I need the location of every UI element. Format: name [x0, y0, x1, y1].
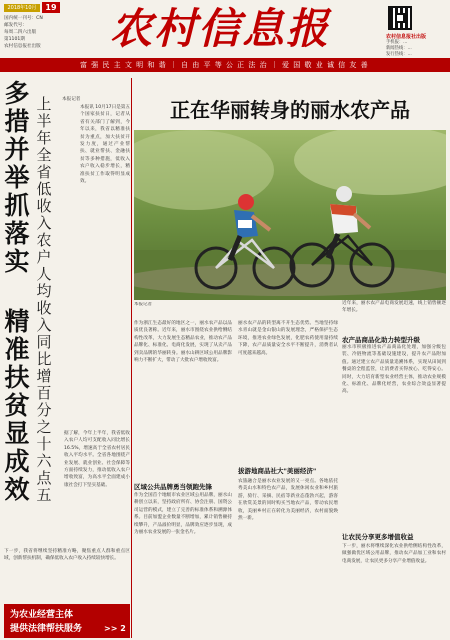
- masthead-info-line: 邮发代号：: [4, 23, 27, 28]
- cyclists-photo: [134, 130, 446, 300]
- left-body-col1: 本报讯 10月17日是第五个国家扶贫日，记者从省有关部门了解到，今年以来，我省以精准扶贫为重点，加大扶贫开发力度，通过产业帮扶、就业帮扶、金融扶贫等多种措施，低收入农户收入稳步增长，精准扶贫工作取得明显成效。: [80, 105, 130, 185]
- main-body-col3c: 下一步，丽水将继续深化农业供给侧结构性改革，做强做优区域公用品牌，推动农产品加工业和农村电商发展，让农民更多分享产业增值收益。: [342, 544, 446, 564]
- main-body-col3: 近年来，丽水农产品电商发展迅速，线上销售额逐年增长。: [342, 301, 446, 314]
- main-body-col3b: 丽水市积极推进农产品商品化处理，加强分级包装、冷链物流等基础设施建设，提升农产品附加值。通过建立农产品质量追溯体系，实现从田间到餐桌的全程监管，让消费者买得放心、吃得安心。同时，大力培育新型农业经营主体，推动农业规模化、标准化、品牌化经营，农业综合效益显著提高。: [342, 345, 446, 395]
- left-body-col2: 据了解，今年上半年，我省低收入农户人均可支配收入同比增长16.5%，增速高于全省农村居民收入平均水平。全省各地围绕产业发展、就业创业、社会保障等方面持续发力，推动低收入农户增收致富，为高水平全面建成小康社会打下坚实基础。: [64, 431, 130, 488]
- main-body-col2: 丽水农产品的转型离不开生态优势。当地坚持绿水青山就是金山银山的发展理念，严格保护生态环境，推进农业绿色发展，化肥农药使用量持续下降，农产品质量安全水平不断提升，消费者认可度越来越高。: [238, 321, 338, 356]
- app-info-line: 发行热线：…: [386, 52, 412, 57]
- main-subtitle-1: 区域公共品牌勇当领跑先锋: [134, 483, 212, 491]
- masthead-info-line: 每周二四六出版: [4, 30, 37, 35]
- main-body-col1: 作为浙江生态最好的地区之一，丽水农产品以品质优良著称。近年来，丽水市围绕农业供给侧结构性改革，大力发展生态精品农业，推动农产品品牌化、标准化、电商化发展，实现了从卖产品到卖品牌的华丽转身。丽水山耕区域公用品牌影响力不断扩大，带动了大批农户增收致富。: [134, 321, 232, 364]
- promo-line1[interactable]: 为农业经营主体: [10, 610, 74, 620]
- promo-line2[interactable]: 提供法律帮扶服务: [10, 624, 83, 634]
- left-byline: 本报记者: [62, 97, 81, 102]
- app-info: [386, 40, 448, 58]
- left-headline-top: 多措并举抓落实: [4, 79, 30, 276]
- left-headline-bottom: 精准扶贫显成效: [4, 307, 30, 504]
- promo-arrow-icon[interactable]: >> 2: [104, 624, 126, 633]
- slogan-text: 富 强 民 主 文 明 和 谐 ｜ 自 由 平 等 公 正 法 治 ｜ 爱 国 敬 业 诚 信 友 善: [80, 61, 369, 69]
- masthead-info-line: 第1101期: [4, 37, 25, 42]
- left-subheadline: 上半年全省低收入农户人均收入同比增百分之十六点五: [36, 95, 52, 504]
- main-subtitle-4: 让农民分享更多增值收益: [342, 533, 414, 541]
- qr-code-corner-icon: [395, 13, 405, 23]
- issue-date: 2018年10月: [4, 4, 40, 12]
- main-body-col2b: 农旅融合是丽水农业发展的又一亮点。各地依托秀美山水和特色农产品，发展休闲农业和乡村旅游，骑行、采摘、民宿等新业态蓬勃兴起，游客在欣赏美景的同时购买当地农产品，带动农民增收，美丽乡村正在转化为美丽经济，农村面貌焕然一新。: [238, 479, 338, 522]
- main-headline: 正在华丽转身的丽水农产品: [170, 98, 410, 122]
- column-divider: [131, 78, 132, 638]
- app-name: 农村信息报社出版: [386, 34, 427, 40]
- main-subtitle-3: 农产品商品化助力转型升级: [342, 336, 420, 344]
- main-subtitle-2: 拔游地商品社大"美丽经济": [238, 467, 317, 475]
- app-info-line: 手机报：…: [386, 40, 408, 45]
- newspaper-title: 农村信息报: [110, 4, 331, 53]
- masthead-info-line: 农村信息报社出版: [4, 44, 41, 49]
- photo-caption: 本报记者: [134, 302, 152, 307]
- page-number: 19: [42, 2, 60, 13]
- app-info-line: 新闻热线：…: [386, 46, 412, 51]
- left-body-col3: 下一步，我省将继续坚持精准方略，聚焦重点人群和重点区域，创新帮扶机制，确保低收入农户收入持续较快增长。: [4, 549, 130, 562]
- masthead-info-line: 国内统一刊号：CN: [4, 16, 43, 21]
- main-body-col1b: 作为全国首个地级市农业区域公用品牌，丽水山耕创立以来，坚持政府所有、协会注册、国资公司运营的模式，建立了完善的标准体系和溯源体系。目前加盟企业数量不断增加，累计销售额持续攀升，产品溢价明显，品牌效应逐步显现，成为丽水农业发展的一张金名片。: [134, 493, 232, 536]
- masthead-info: [4, 15, 84, 50]
- cyclists-photo-image: [134, 130, 446, 300]
